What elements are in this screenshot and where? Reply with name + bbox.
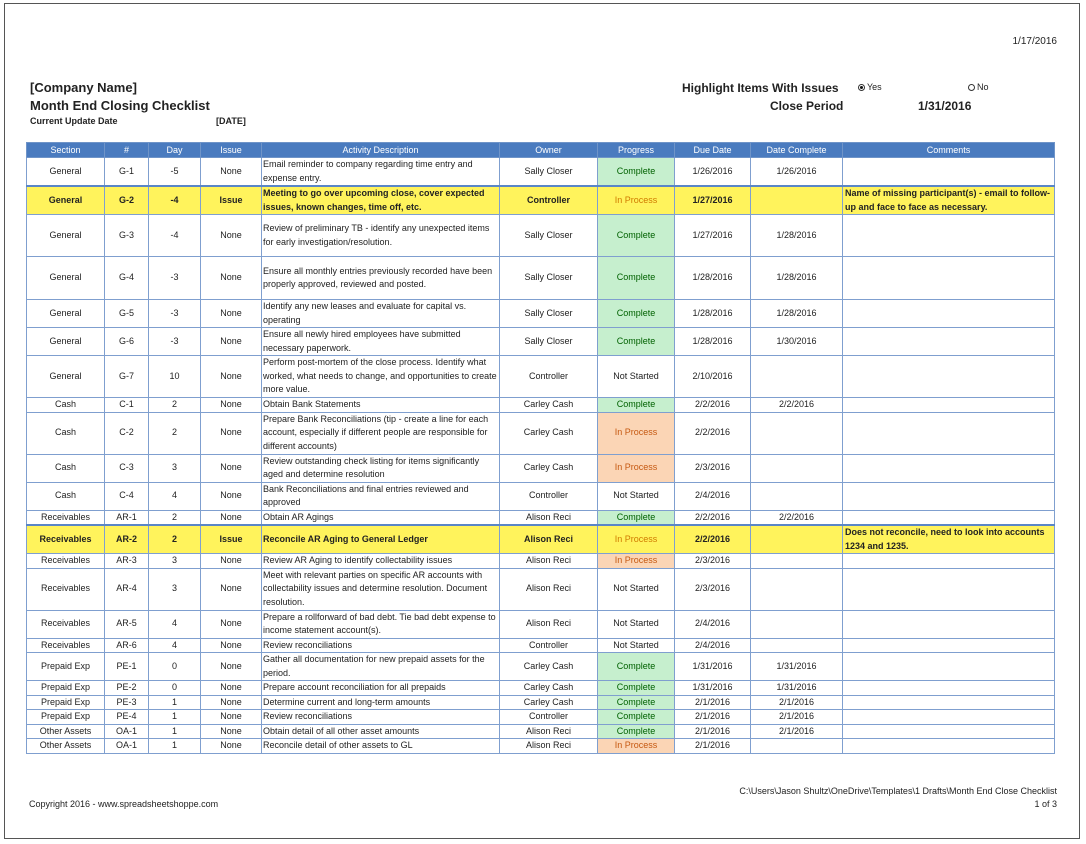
number-cell[interactable]: C-1: [105, 398, 149, 413]
issue-cell[interactable]: Issue: [201, 525, 262, 554]
progress-cell[interactable]: Complete: [598, 257, 675, 300]
due-date-cell[interactable]: 2/1/2016: [675, 724, 751, 739]
number-cell[interactable]: PE-3: [105, 695, 149, 710]
issue-cell[interactable]: None: [201, 695, 262, 710]
activity-cell[interactable]: Gather all documentation for new prepaid assets for the period.: [262, 653, 500, 681]
section-cell[interactable]: Cash: [27, 398, 105, 413]
progress-cell[interactable]: Complete: [598, 695, 675, 710]
radio-yes[interactable]: [858, 82, 882, 92]
copyright: Copyright 2016 - www.spreadsheetshoppe.com: [29, 799, 219, 809]
day-cell[interactable]: 2: [149, 398, 201, 413]
radio-no[interactable]: [968, 82, 989, 92]
table-row[interactable]: [27, 653, 1055, 681]
owner-cell[interactable]: Alison Reci: [500, 568, 598, 610]
radio-yes-label: Yes: [867, 82, 882, 92]
issue-cell[interactable]: None: [201, 398, 262, 413]
table-row[interactable]: [27, 356, 1055, 398]
due-date-cell[interactable]: 2/2/2016: [675, 398, 751, 413]
due-date-cell[interactable]: 2/2/2016: [675, 510, 751, 525]
date-complete-cell[interactable]: 1/31/2016: [751, 681, 843, 696]
activity-cell[interactable]: Ensure all newly hired employees have submitted necessary paperwork.: [262, 328, 500, 356]
section-cell[interactable]: General: [27, 356, 105, 398]
number-cell[interactable]: PE-4: [105, 710, 149, 725]
progress-cell[interactable]: In Process: [598, 454, 675, 482]
column-header[interactable]: Progress: [598, 143, 675, 158]
day-cell[interactable]: 1: [149, 739, 201, 754]
section-cell[interactable]: Receivables: [27, 525, 105, 554]
issue-cell[interactable]: None: [201, 257, 262, 300]
column-header[interactable]: Owner: [500, 143, 598, 158]
owner-cell[interactable]: Sally Closer: [500, 257, 598, 300]
owner-cell[interactable]: Sally Closer: [500, 328, 598, 356]
number-cell[interactable]: C-2: [105, 412, 149, 454]
issue-cell[interactable]: None: [201, 158, 262, 187]
owner-cell[interactable]: Carley Cash: [500, 681, 598, 696]
issue-cell[interactable]: None: [201, 638, 262, 653]
activity-cell[interactable]: Prepare a rollforward of bad debt. Tie bad debt expense to income statement account(s).: [262, 610, 500, 638]
section-cell[interactable]: Receivables: [27, 554, 105, 569]
date-complete-cell[interactable]: 2/2/2016: [751, 398, 843, 413]
due-date-cell[interactable]: 2/1/2016: [675, 695, 751, 710]
number-cell[interactable]: AR-6: [105, 638, 149, 653]
progress-cell[interactable]: In Process: [598, 525, 675, 554]
owner-cell[interactable]: Controller: [500, 356, 598, 398]
number-cell[interactable]: G-6: [105, 328, 149, 356]
radio-no-label: No: [977, 82, 989, 92]
date-complete-cell[interactable]: [751, 356, 843, 398]
date-complete-cell[interactable]: 1/28/2016: [751, 300, 843, 328]
column-header[interactable]: Section: [27, 143, 105, 158]
column-header[interactable]: Date Complete: [751, 143, 843, 158]
owner-cell[interactable]: Sally Closer: [500, 158, 598, 187]
owner-cell[interactable]: Controller: [500, 186, 598, 215]
close-period-value[interactable]: 1/31/2016: [918, 99, 972, 113]
comments-cell[interactable]: [843, 710, 1055, 725]
issue-cell[interactable]: None: [201, 510, 262, 525]
comments-cell[interactable]: [843, 510, 1055, 525]
activity-cell[interactable]: Obtain detail of all other asset amounts: [262, 724, 500, 739]
due-date-cell[interactable]: 2/4/2016: [675, 638, 751, 653]
comments-cell[interactable]: [843, 300, 1055, 328]
section-cell[interactable]: General: [27, 300, 105, 328]
highlight-issues-label: Highlight Items With Issues: [682, 81, 839, 95]
comments-cell[interactable]: [843, 398, 1055, 413]
checklist-page: [4, 3, 1080, 839]
issue-cell[interactable]: None: [201, 739, 262, 754]
date-complete-cell[interactable]: 1/28/2016: [751, 257, 843, 300]
date-complete-cell[interactable]: 2/1/2016: [751, 695, 843, 710]
section-cell[interactable]: Cash: [27, 412, 105, 454]
company-name[interactable]: [Company Name]: [30, 80, 137, 95]
section-cell[interactable]: Prepaid Exp: [27, 653, 105, 681]
issue-cell[interactable]: None: [201, 356, 262, 398]
file-path: C:\Users\Jason Shultz\OneDrive\Templates\1 Drafts\Month End Close Checklist: [739, 786, 1057, 796]
column-header[interactable]: Issue: [201, 143, 262, 158]
activity-cell[interactable]: Obtain Bank Statements: [262, 398, 500, 413]
owner-cell[interactable]: Carley Cash: [500, 454, 598, 482]
day-cell[interactable]: 2: [149, 525, 201, 554]
owner-cell[interactable]: Carley Cash: [500, 398, 598, 413]
activity-cell[interactable]: Obtain AR Agings: [262, 510, 500, 525]
progress-cell[interactable]: Complete: [598, 398, 675, 413]
owner-cell[interactable]: Alison Reci: [500, 724, 598, 739]
issue-cell[interactable]: None: [201, 482, 262, 510]
comments-cell[interactable]: [843, 257, 1055, 300]
section-cell[interactable]: Prepaid Exp: [27, 695, 105, 710]
section-cell[interactable]: Other Assets: [27, 724, 105, 739]
due-date-cell[interactable]: 2/3/2016: [675, 454, 751, 482]
table-row[interactable]: [27, 681, 1055, 696]
number-cell[interactable]: AR-5: [105, 610, 149, 638]
section-cell[interactable]: Receivables: [27, 568, 105, 610]
activity-cell[interactable]: Review outstanding check listing for items significantly aged and determine resolution: [262, 454, 500, 482]
activity-cell[interactable]: Bank Reconciliations and final entries reviewed and approved: [262, 482, 500, 510]
table-row[interactable]: [27, 398, 1055, 413]
comments-cell[interactable]: [843, 482, 1055, 510]
activity-cell[interactable]: Review AR Aging to identify collectability issues: [262, 554, 500, 569]
progress-cell[interactable]: Complete: [598, 724, 675, 739]
issue-cell[interactable]: None: [201, 215, 262, 257]
progress-cell[interactable]: Complete: [598, 681, 675, 696]
comments-cell[interactable]: [843, 653, 1055, 681]
number-cell[interactable]: OA-1: [105, 739, 149, 754]
section-cell[interactable]: General: [27, 328, 105, 356]
date-complete-cell[interactable]: 1/26/2016: [751, 158, 843, 187]
owner-cell[interactable]: Alison Reci: [500, 739, 598, 754]
page-number: 1 of 3: [1034, 799, 1057, 809]
due-date-cell[interactable]: 2/3/2016: [675, 568, 751, 610]
table-row[interactable]: [27, 510, 1055, 525]
due-date-cell[interactable]: 2/2/2016: [675, 412, 751, 454]
day-cell[interactable]: -3: [149, 328, 201, 356]
issue-cell[interactable]: None: [201, 328, 262, 356]
date-complete-cell[interactable]: [751, 412, 843, 454]
comments-cell[interactable]: Name of missing participant(s) - email to follow-up and face to face as necessary.: [843, 186, 1055, 215]
section-cell[interactable]: Receivables: [27, 510, 105, 525]
table-row[interactable]: [27, 554, 1055, 569]
activity-cell[interactable]: Prepare Bank Reconciliations (tip - create a line for each account, especially if different people are responsible for different accounts): [262, 412, 500, 454]
column-header[interactable]: Day: [149, 143, 201, 158]
table-row[interactable]: [27, 328, 1055, 356]
activity-cell[interactable]: Review of preliminary TB - identify any unexpected items for early investigation/resolution.: [262, 215, 500, 257]
date-complete-cell[interactable]: [751, 186, 843, 215]
due-date-cell[interactable]: 1/27/2016: [675, 215, 751, 257]
table-row[interactable]: [27, 186, 1055, 215]
date-complete-cell[interactable]: [751, 568, 843, 610]
progress-cell[interactable]: Not Started: [598, 610, 675, 638]
table-row[interactable]: [27, 710, 1055, 725]
number-cell[interactable]: G-2: [105, 186, 149, 215]
date-complete-cell[interactable]: 1/31/2016: [751, 653, 843, 681]
date-complete-cell[interactable]: 1/28/2016: [751, 215, 843, 257]
table-row[interactable]: [27, 257, 1055, 300]
issue-cell[interactable]: None: [201, 681, 262, 696]
day-cell[interactable]: 0: [149, 681, 201, 696]
number-cell[interactable]: PE-1: [105, 653, 149, 681]
activity-cell[interactable]: Email reminder to company regarding time entry and expense entry.: [262, 158, 500, 187]
progress-cell[interactable]: Complete: [598, 215, 675, 257]
owner-cell[interactable]: Alison Reci: [500, 610, 598, 638]
radio-selected-icon: [858, 84, 865, 91]
section-cell[interactable]: General: [27, 215, 105, 257]
activity-cell[interactable]: Reconcile AR Aging to General Ledger: [262, 525, 500, 554]
column-header[interactable]: #: [105, 143, 149, 158]
day-cell[interactable]: 1: [149, 710, 201, 725]
date-complete-cell[interactable]: [751, 554, 843, 569]
update-date-label: Current Update Date: [30, 116, 118, 126]
comments-cell[interactable]: [843, 695, 1055, 710]
comments-cell[interactable]: [843, 215, 1055, 257]
comments-cell[interactable]: [843, 554, 1055, 569]
owner-cell[interactable]: Alison Reci: [500, 510, 598, 525]
day-cell[interactable]: 2: [149, 412, 201, 454]
date-complete-cell[interactable]: [751, 739, 843, 754]
owner-cell[interactable]: Sally Closer: [500, 215, 598, 257]
day-cell[interactable]: -4: [149, 215, 201, 257]
day-cell[interactable]: 1: [149, 724, 201, 739]
progress-cell[interactable]: Complete: [598, 158, 675, 187]
section-cell[interactable]: Cash: [27, 482, 105, 510]
radio-unselected-icon: [968, 84, 975, 91]
comments-cell[interactable]: [843, 568, 1055, 610]
day-cell[interactable]: 10: [149, 356, 201, 398]
progress-cell[interactable]: Complete: [598, 300, 675, 328]
comments-cell[interactable]: [843, 158, 1055, 187]
activity-cell[interactable]: Meet with relevant parties on specific AR accounts with collectability issues and determine resolution. Document resolution.: [262, 568, 500, 610]
number-cell[interactable]: C-3: [105, 454, 149, 482]
activity-cell[interactable]: Review reconciliations: [262, 710, 500, 725]
due-date-cell[interactable]: 2/2/2016: [675, 525, 751, 554]
date-complete-cell[interactable]: [751, 525, 843, 554]
due-date-cell[interactable]: 1/26/2016: [675, 158, 751, 187]
owner-cell[interactable]: Controller: [500, 482, 598, 510]
day-cell[interactable]: 3: [149, 568, 201, 610]
comments-cell[interactable]: [843, 356, 1055, 398]
number-cell[interactable]: PE-2: [105, 681, 149, 696]
number-cell[interactable]: G-7: [105, 356, 149, 398]
progress-cell[interactable]: Not Started: [598, 638, 675, 653]
activity-cell[interactable]: Review reconciliations: [262, 638, 500, 653]
page-title: Month End Closing Checklist: [30, 98, 210, 113]
owner-cell[interactable]: Controller: [500, 638, 598, 653]
issue-cell[interactable]: None: [201, 454, 262, 482]
activity-cell[interactable]: Reconcile detail of other assets to GL: [262, 739, 500, 754]
comments-cell[interactable]: [843, 412, 1055, 454]
number-cell[interactable]: AR-3: [105, 554, 149, 569]
section-cell[interactable]: Receivables: [27, 610, 105, 638]
progress-cell[interactable]: In Process: [598, 554, 675, 569]
section-cell[interactable]: Prepaid Exp: [27, 710, 105, 725]
section-cell[interactable]: Other Assets: [27, 739, 105, 754]
activity-cell[interactable]: Perform post-mortem of the close process. Identify what worked, what needs to change, and opportunities to create more value.: [262, 356, 500, 398]
table-row[interactable]: [27, 739, 1055, 754]
table-row[interactable]: [27, 638, 1055, 653]
update-date-value[interactable]: [DATE]: [216, 116, 246, 126]
activity-cell[interactable]: Ensure all monthly entries previously recorded have been properly approved, reviewed and posted.: [262, 257, 500, 300]
progress-cell[interactable]: In Process: [598, 739, 675, 754]
due-date-cell[interactable]: 2/1/2016: [675, 739, 751, 754]
table-row[interactable]: [27, 610, 1055, 638]
number-cell[interactable]: AR-2: [105, 525, 149, 554]
table-header-row: [27, 143, 1055, 158]
section-cell[interactable]: General: [27, 257, 105, 300]
due-date-cell[interactable]: 2/1/2016: [675, 710, 751, 725]
section-cell[interactable]: General: [27, 158, 105, 187]
number-cell[interactable]: G-4: [105, 257, 149, 300]
column-header[interactable]: Due Date: [675, 143, 751, 158]
comments-cell[interactable]: [843, 681, 1055, 696]
issue-cell[interactable]: None: [201, 412, 262, 454]
section-cell[interactable]: Cash: [27, 454, 105, 482]
issue-cell[interactable]: None: [201, 653, 262, 681]
issue-cell[interactable]: None: [201, 710, 262, 725]
table-row[interactable]: [27, 300, 1055, 328]
owner-cell[interactable]: Carley Cash: [500, 412, 598, 454]
table-row[interactable]: [27, 724, 1055, 739]
issue-cell[interactable]: None: [201, 554, 262, 569]
number-cell[interactable]: G-3: [105, 215, 149, 257]
checklist-table: [26, 142, 1055, 754]
date-complete-cell[interactable]: [751, 482, 843, 510]
section-cell[interactable]: Prepaid Exp: [27, 681, 105, 696]
owner-cell[interactable]: Controller: [500, 710, 598, 725]
section-cell[interactable]: Receivables: [27, 638, 105, 653]
day-cell[interactable]: 0: [149, 653, 201, 681]
day-cell[interactable]: 4: [149, 610, 201, 638]
date-complete-cell[interactable]: 1/30/2016: [751, 328, 843, 356]
issue-cell[interactable]: None: [201, 724, 262, 739]
close-period-label: Close Period: [770, 99, 844, 113]
date-complete-cell[interactable]: 2/1/2016: [751, 724, 843, 739]
progress-cell[interactable]: Not Started: [598, 482, 675, 510]
day-cell[interactable]: -5: [149, 158, 201, 187]
issue-cell[interactable]: None: [201, 610, 262, 638]
progress-cell[interactable]: Complete: [598, 710, 675, 725]
number-cell[interactable]: AR-4: [105, 568, 149, 610]
owner-cell[interactable]: Carley Cash: [500, 695, 598, 710]
comments-cell[interactable]: [843, 454, 1055, 482]
table-row[interactable]: [27, 695, 1055, 710]
owner-cell[interactable]: Sally Closer: [500, 300, 598, 328]
number-cell[interactable]: AR-1: [105, 510, 149, 525]
table-row[interactable]: [27, 158, 1055, 187]
progress-cell[interactable]: Not Started: [598, 356, 675, 398]
activity-cell[interactable]: Prepare account reconciliation for all prepaids: [262, 681, 500, 696]
table-row[interactable]: [27, 215, 1055, 257]
progress-cell[interactable]: Not Started: [598, 568, 675, 610]
comments-cell[interactable]: [843, 610, 1055, 638]
activity-cell[interactable]: Identify any new leases and evaluate for capital vs. operating: [262, 300, 500, 328]
number-cell[interactable]: OA-1: [105, 724, 149, 739]
due-date-cell[interactable]: 1/28/2016: [675, 300, 751, 328]
issue-cell[interactable]: Issue: [201, 186, 262, 215]
day-cell[interactable]: -3: [149, 257, 201, 300]
day-cell[interactable]: 4: [149, 638, 201, 653]
date-complete-cell[interactable]: 2/2/2016: [751, 510, 843, 525]
issue-cell[interactable]: None: [201, 300, 262, 328]
day-cell[interactable]: -4: [149, 186, 201, 215]
comments-cell[interactable]: Does not reconcile, need to look into accounts 1234 and 1235.: [843, 525, 1055, 554]
day-cell[interactable]: 2: [149, 510, 201, 525]
activity-cell[interactable]: Meeting to go over upcoming close, cover expected issues, known changes, time off, etc.: [262, 186, 500, 215]
due-date-cell[interactable]: 1/28/2016: [675, 328, 751, 356]
table-row[interactable]: [27, 412, 1055, 454]
file-path-footer: [739, 785, 1057, 811]
owner-cell[interactable]: Alison Reci: [500, 525, 598, 554]
due-date-cell[interactable]: 2/10/2016: [675, 356, 751, 398]
activity-cell[interactable]: Determine current and long-term amounts: [262, 695, 500, 710]
comments-cell[interactable]: [843, 638, 1055, 653]
due-date-cell[interactable]: 1/27/2016: [675, 186, 751, 215]
day-cell[interactable]: 3: [149, 554, 201, 569]
day-cell[interactable]: -3: [149, 300, 201, 328]
progress-cell[interactable]: Complete: [598, 328, 675, 356]
owner-cell[interactable]: Carley Cash: [500, 653, 598, 681]
date-complete-cell[interactable]: [751, 610, 843, 638]
date-complete-cell[interactable]: [751, 638, 843, 653]
date-complete-cell[interactable]: 2/1/2016: [751, 710, 843, 725]
due-date-cell[interactable]: 1/31/2016: [675, 681, 751, 696]
column-header[interactable]: Activity Description: [262, 143, 500, 158]
owner-cell[interactable]: Alison Reci: [500, 554, 598, 569]
due-date-cell[interactable]: 2/3/2016: [675, 554, 751, 569]
issue-cell[interactable]: None: [201, 568, 262, 610]
day-cell[interactable]: 3: [149, 454, 201, 482]
comments-cell[interactable]: [843, 724, 1055, 739]
progress-cell[interactable]: In Process: [598, 186, 675, 215]
due-date-cell[interactable]: 2/4/2016: [675, 610, 751, 638]
column-header[interactable]: Comments: [843, 143, 1055, 158]
section-cell[interactable]: General: [27, 186, 105, 215]
table-row[interactable]: [27, 568, 1055, 610]
progress-cell[interactable]: Complete: [598, 510, 675, 525]
number-cell[interactable]: C-4: [105, 482, 149, 510]
table-row[interactable]: [27, 454, 1055, 482]
day-cell[interactable]: 1: [149, 695, 201, 710]
table-row[interactable]: [27, 525, 1055, 554]
number-cell[interactable]: G-1: [105, 158, 149, 187]
date-complete-cell[interactable]: [751, 454, 843, 482]
number-cell[interactable]: G-5: [105, 300, 149, 328]
progress-cell[interactable]: Complete: [598, 653, 675, 681]
print-date: 1/17/2016: [1012, 36, 1057, 47]
due-date-cell[interactable]: 1/31/2016: [675, 653, 751, 681]
due-date-cell[interactable]: 1/28/2016: [675, 257, 751, 300]
table-row[interactable]: [27, 482, 1055, 510]
day-cell[interactable]: 4: [149, 482, 201, 510]
comments-cell[interactable]: [843, 328, 1055, 356]
progress-cell[interactable]: In Process: [598, 412, 675, 454]
comments-cell[interactable]: [843, 739, 1055, 754]
due-date-cell[interactable]: 2/4/2016: [675, 482, 751, 510]
